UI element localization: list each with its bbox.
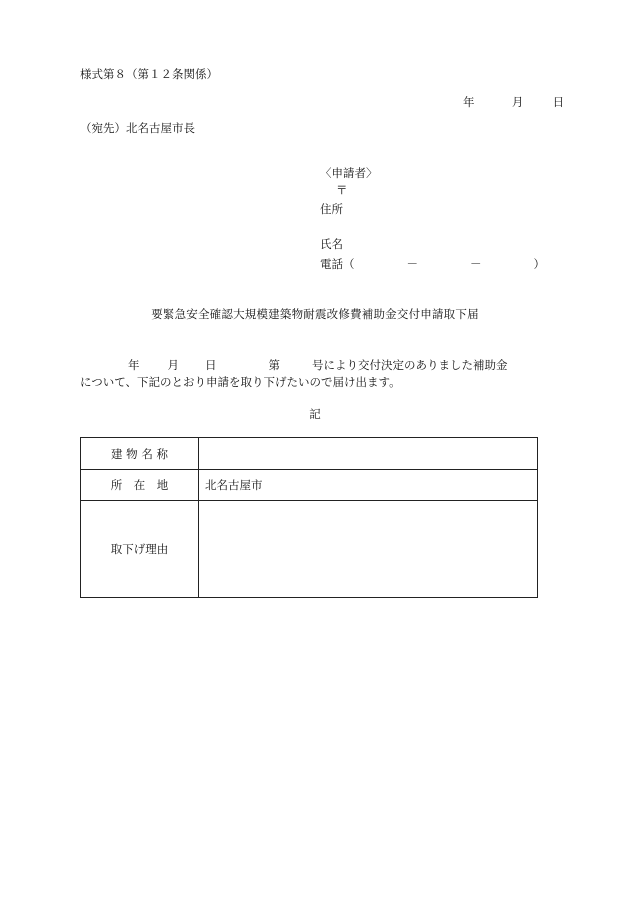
body-line-1	[128, 357, 508, 373]
body-month: 月	[167, 358, 179, 372]
location-label: 所 在 地	[81, 470, 199, 501]
date-month: 月	[511, 95, 524, 109]
table-row	[81, 438, 538, 470]
phone-label: 電話（	[320, 257, 355, 271]
table-row	[81, 501, 538, 598]
name-label: 氏名	[320, 237, 343, 251]
location-value[interactable]: 北名古屋市	[199, 470, 538, 501]
document-title: 要緊急安全確認大規模建築物耐震改修費補助金交付申請取下届	[151, 307, 479, 321]
form-number: 様式第８（第１２条関係）	[80, 67, 218, 81]
date-line	[463, 94, 564, 110]
body-line1-rest: 号により交付決定のありました補助金	[312, 358, 508, 372]
building-name-value[interactable]	[199, 438, 538, 470]
table-row	[81, 470, 538, 501]
ki-heading: 記	[309, 407, 321, 421]
body-line-2: について、下記のとおり申請を取り下げたいので届け出ます。	[80, 375, 401, 389]
phone-dash-2: －	[470, 257, 482, 271]
details-table	[80, 437, 538, 598]
applicant-heading: 〈申請者〉	[320, 166, 378, 180]
withdrawal-reason-label: 取下げ理由	[81, 501, 199, 598]
body-dai: 第	[268, 358, 280, 372]
body-day: 日	[205, 358, 217, 372]
date-day: 日	[552, 95, 565, 109]
phone-close: ）	[533, 257, 545, 271]
building-name-label: 建 物 名 称	[81, 438, 199, 470]
address-label: 住所	[320, 202, 343, 216]
body-year: 年	[128, 358, 140, 372]
phone-line	[320, 256, 545, 272]
phone-dash-1: －	[406, 257, 418, 271]
addressee: （宛先）北名古屋市長	[80, 121, 195, 135]
withdrawal-reason-value[interactable]	[199, 501, 538, 598]
postal-mark: 〒	[336, 183, 348, 197]
date-year: 年	[463, 95, 475, 109]
